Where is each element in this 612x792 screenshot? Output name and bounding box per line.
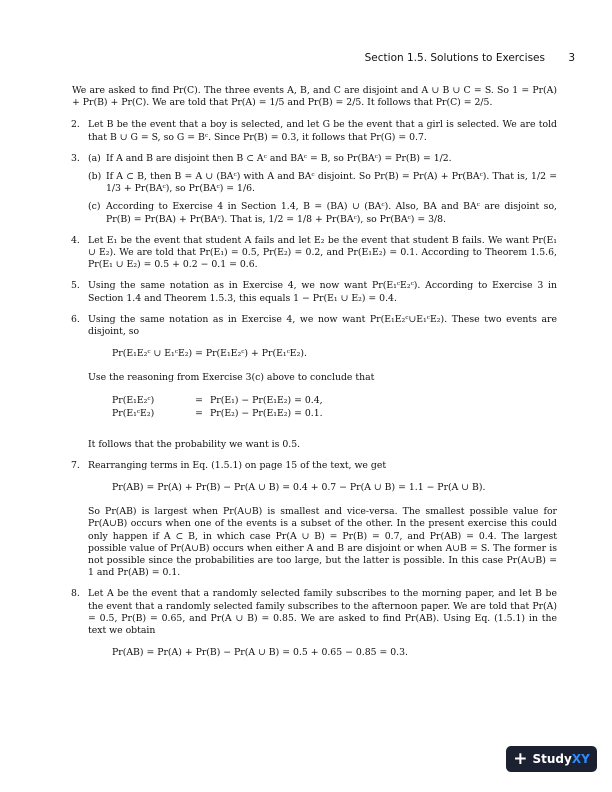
part-label: (b): [88, 171, 102, 183]
exercise-4: [72, 235, 557, 272]
exercise-text-2: So Pr(AB) is largest when Pr(A∪B) is smallest and vice-versa. The smallest possible value for Pr(A∪B) occurs when one of the events is a subset of the other. In the present exercise this could only happen if A ⊂ B, in which case Pr(A ∪ B) = Pr(B) = 0.7, and Pr(AB) = 0.4. The largest possible value of Pr(A∪B) occurs when either A and B are disjoint or when A∪B = S. The former is not possible since the probabilities are too large, but the latter is possible. In this case Pr(A∪B) = 1 and Pr(AB) = 0.1.: [88, 506, 557, 579]
exercise-number: 7.: [71, 459, 80, 471]
exercise-number: 2.: [71, 119, 80, 131]
equation-rhs: Pr(E₁) − Pr(E₁E₂) = 0.4,: [210, 394, 323, 406]
studyxy-logo: [506, 746, 597, 772]
equation: Pr(AB) = Pr(A) + Pr(B) − Pr(A ∪ B) = 0.4 + 0.7 − Pr(A ∪ B) = 1.1 − Pr(A ∪ B).: [112, 482, 486, 494]
exercise-text: Let E₁ be the event that student A fails and let E₂ be the event that student B fails. We want Pr(E₁ ∪ E₂). We are told that Pr(E₁) = 0.5, Pr(E₂) = 0.2, and Pr(E₁E₂) = 0.1. According to Theorem 1.5.6, Pr(E₁ ∪ E₂) = 0.5 + 0.2 − 0.1 = 0.6.: [88, 234, 557, 271]
equation: Pr(E₁E₂ᶜ ∪ E₁ᶜE₂) = Pr(E₁E₂ᶜ) + Pr(E₁ᶜE₂).: [112, 348, 307, 360]
part-label: (a): [88, 152, 101, 164]
exercise-text: Using the same notation as in Exercise 4, we now want Pr(E₁ᶜE₂ᶜ). According to Exercise 3 in Section 1.4 and Theorem 1.5.3, this equals 1 − Pr(E₁ ∪ E₂) = 0.4.: [88, 280, 557, 304]
logo-text-study: Study: [532, 752, 572, 766]
exercise-2: [72, 119, 557, 143]
part-text: If A and B are disjoint then B ⊂ Aᶜ and BAᶜ = B, so Pr(BAᶜ) = Pr(B) = 1/2.: [106, 152, 452, 164]
exercise-text: Rearranging terms in Eq. (1.5.1) on page 15 of the text, we get: [88, 459, 387, 471]
plus-icon: +: [513, 748, 528, 769]
exercise-3c: [88, 201, 557, 225]
exercise-7: [72, 460, 557, 580]
page-number: 3: [568, 52, 575, 64]
exercise-text: Using the same notation as in Exercise 4, we now want Pr(E₁E₂ᶜ∪E₁ᶜE₂). These two events are disjoint, so: [88, 313, 557, 338]
equation-rhs: Pr(E₂) − Pr(E₁E₂) = 0.1.: [210, 407, 323, 419]
page-header: [72, 52, 575, 68]
exercise-number: 3.: [71, 152, 80, 164]
exercise-text: Let B be the event that a boy is selected, and let G be the event that a girl is selected. We are told that B ∪ G = S, so G = Bᶜ. Since Pr(B) = 0.3, it follows that Pr(G) = 0.7.: [88, 119, 557, 143]
equation-row: [112, 395, 557, 408]
equation-array: [112, 395, 557, 421]
section-title: Section 1.5. Solutions to Exercises: [364, 52, 545, 64]
intro-paragraph: We are asked to find Pr(C). The three events A, B, and C are disjoint and A ∪ B ∪ C = S. So 1 = Pr(A) + Pr(B) + Pr(C). We are told that Pr(A) = 1/5 and Pr(B) = 2/5. It follows that Pr(C) = 2/5.: [72, 85, 557, 109]
exercise-number: 8.: [71, 588, 80, 600]
logo-text-xy: XY: [571, 752, 590, 766]
exercise-text: Let A be the event that a randomly selected family subscribes to the morning paper, and let B be the event that a randomly selected family subscribes to the afternoon paper. We are told that Pr(A) = 0.5, Pr(B) = 0.65, and Pr(A ∪ B) = 0.85. We are asked to find Pr(AB). Using Eq. (1.5.1) in the text we obtain: [88, 588, 557, 637]
exercise-8: [72, 588, 557, 659]
exercise-number: 4.: [71, 234, 80, 246]
exercise-5: [72, 280, 557, 304]
solutions-body: [72, 85, 557, 672]
exercise-6: [72, 314, 557, 451]
equation-op: =: [195, 407, 203, 419]
exercise-3a: [88, 153, 557, 165]
part-label: (c): [88, 201, 101, 213]
exercise-number: 5.: [71, 280, 80, 292]
part-text: If A ⊂ B, then B = A ∪ (BAᶜ) with A and BAᶜ disjoint. So Pr(B) = Pr(A) + Pr(BAᶜ). That is, 1/2 = 1/3 + Pr(BAᶜ), so Pr(BAᶜ) = 1/6.: [106, 171, 557, 195]
equation: Pr(AB) = Pr(A) + Pr(B) − Pr(A ∪ B) = 0.5 + 0.65 − 0.85 = 0.3.: [112, 647, 408, 659]
equation-op: =: [195, 394, 203, 406]
equation-lhs: Pr(E₁ᶜE₂): [112, 407, 155, 419]
part-text: According to Exercise 4 in Section 1.4, B = (BA) ∪ (BAᶜ). Also, BA and BAᶜ are disjoint so, Pr(B) = Pr(BA) + Pr(BAᶜ). That is, 1/2 = 1/8 + Pr(BAᶜ), so Pr(BAᶜ) = 3/8.: [106, 201, 557, 225]
equation-lhs: Pr(E₁E₂ᶜ): [112, 394, 155, 406]
exercise-3: [72, 153, 557, 226]
equation-row: [112, 408, 557, 421]
exercise-3b: [88, 171, 557, 195]
exercise-number: 6.: [71, 313, 80, 325]
exercise-text-3: It follows that the probability we want is 0.5.: [88, 438, 301, 450]
exercise-text-2: Use the reasoning from Exercise 3(c) above to conclude that: [88, 372, 375, 384]
